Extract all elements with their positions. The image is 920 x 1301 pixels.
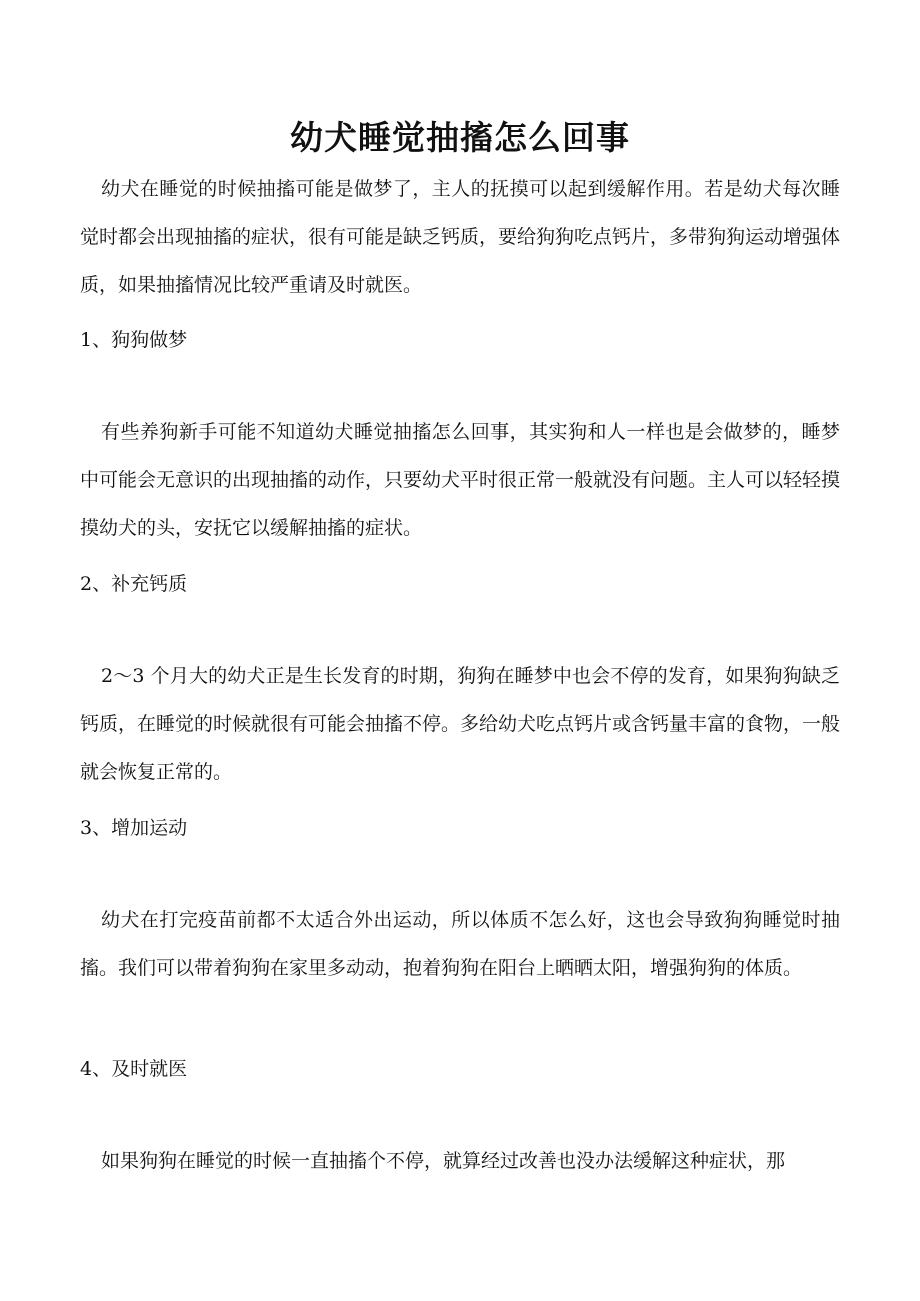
section-body-4: 如果狗狗在睡觉的时候一直抽搐个不停，就算经过改善也没办法缓解这种症状，那	[101, 1150, 786, 1172]
section-heading-1: 1、狗狗做梦	[80, 329, 188, 351]
section-heading-3: 3、增加运动	[80, 817, 188, 839]
section-heading-2: 2、补充钙质	[80, 573, 188, 595]
section-body-1: 有些养狗新手可能不知道幼犬睡觉抽搐怎么回事，其实狗和人一样也是会做梦的，睡梦中可能会无意识的出现抽搐的动作，只要幼犬平时很正常一般就没有问题。主人可以轻轻摸摸幼犬的头，安抚它以缓解抽搐的症状。	[80, 421, 841, 539]
section-body-2: 2～3 个月大的幼犬正是生长发育的时期，狗狗在睡梦中也会不停的发育，如果狗狗缺乏钙质，在睡觉的时候就很有可能会抽搐不停。多给幼犬吃点钙片或含钙量丰富的食物，一般就会恢复正常的。	[80, 665, 841, 783]
document-title: 幼犬睡觉抽搐怎么回事	[290, 118, 630, 157]
intro-paragraph: 幼犬在睡觉的时候抽搐可能是做梦了，主人的抚摸可以起到缓解作用。若是幼犬每次睡觉时都会出现抽搐的症状，很有可能是缺乏钙质，要给狗狗吃点钙片，多带狗狗运动增强体质，如果抽搐情况比较严重请及时就医。	[80, 178, 841, 296]
section-heading-4: 4、及时就医	[80, 1058, 188, 1080]
section-body-3: 幼犬在打完疫苗前都不太适合外出运动，所以体质不怎么好，这也会导致狗狗睡觉时抽搐。我们可以带着狗狗在家里多动动，抱着狗狗在阳台上晒晒太阳，增强狗狗的体质。	[80, 909, 840, 979]
